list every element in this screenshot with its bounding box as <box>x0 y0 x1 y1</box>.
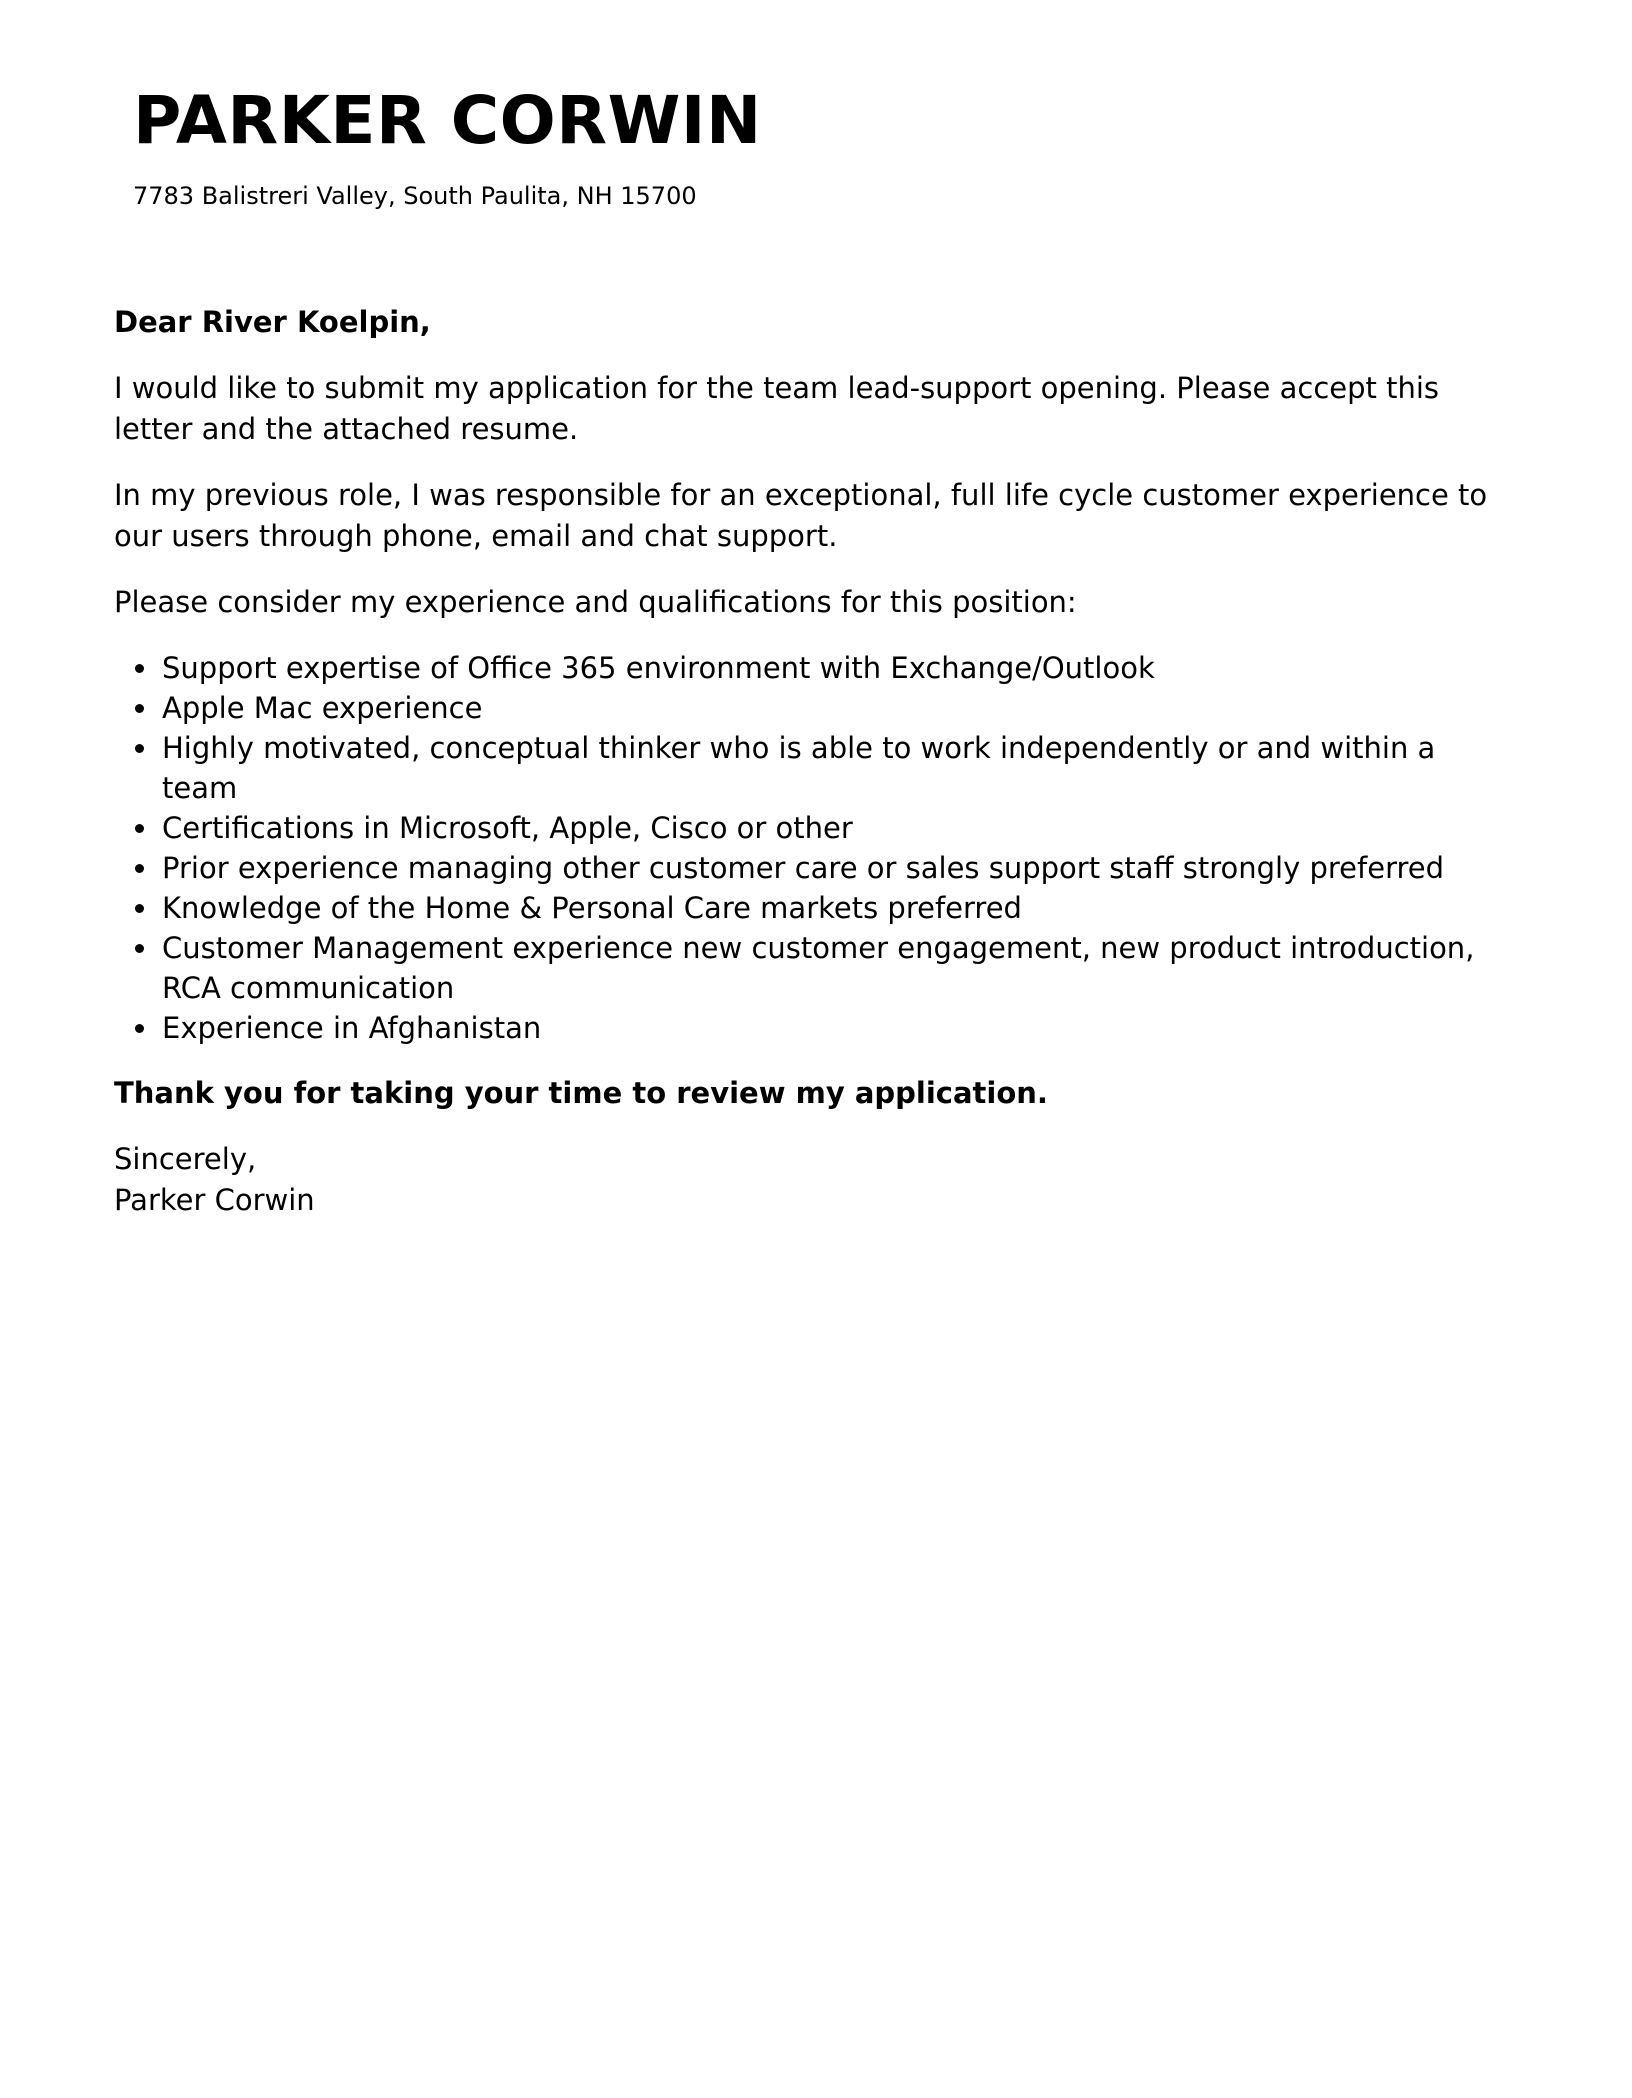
bullet-icon <box>135 824 144 833</box>
qualifications-intro: Please consider my experience and qualifications for this position: <box>114 585 1077 619</box>
list-item-text: Support expertise of Office 365 environment with Exchange/Outlook <box>162 651 1155 685</box>
list-item <box>114 888 1514 928</box>
bullet-icon <box>135 864 144 873</box>
closing-statement: Thank you for taking your time to review my application. <box>114 1076 1048 1110</box>
signature: Parker Corwin <box>114 1183 315 1217</box>
list-item-text: Apple Mac experience <box>162 691 483 725</box>
bullet-icon <box>135 744 144 753</box>
list-item-text: Experience in Afghanistan <box>162 1011 542 1045</box>
qualifications-list <box>114 648 1514 1048</box>
intro-paragraph: I would like to submit my application for the team lead-support opening. Please accept this letter and the attached resume. <box>114 371 1440 446</box>
list-item <box>114 808 1514 848</box>
list-item-text: Prior experience managing other customer care or sales support staff strongly preferred <box>162 851 1445 885</box>
list-item <box>114 728 1514 808</box>
salutation: Dear River Koelpin, <box>114 305 431 339</box>
list-item-text: Knowledge of the Home & Personal Care markets preferred <box>162 891 1022 925</box>
letter-body <box>114 302 1514 1221</box>
bullet-icon <box>135 944 144 953</box>
list-item <box>114 648 1514 688</box>
list-item <box>114 928 1514 1008</box>
list-item <box>114 688 1514 728</box>
bullet-icon <box>135 1024 144 1033</box>
applicant-address: 7783 Balistreri Valley, South Paulita, NH 15700 <box>133 182 697 210</box>
list-item-text: Customer Management experience new customer engagement, new product introduction, RCA communication <box>162 931 1475 1005</box>
bullet-icon <box>135 704 144 713</box>
list-item <box>114 1008 1514 1048</box>
list-item-text: Certifications in Microsoft, Apple, Cisco or other <box>162 811 853 845</box>
list-item-text: Highly motivated, conceptual thinker who is able to work independently or and within a team <box>162 731 1436 805</box>
experience-paragraph: In my previous role, I was responsible for an exceptional, full life cycle customer experience to our users through phone, email and chat support. <box>114 478 1488 553</box>
list-item <box>114 848 1514 888</box>
applicant-name: PARKER CORWIN <box>133 82 762 159</box>
bullet-icon <box>135 904 144 913</box>
signoff: Sincerely, <box>114 1142 257 1176</box>
bullet-icon <box>135 664 144 673</box>
